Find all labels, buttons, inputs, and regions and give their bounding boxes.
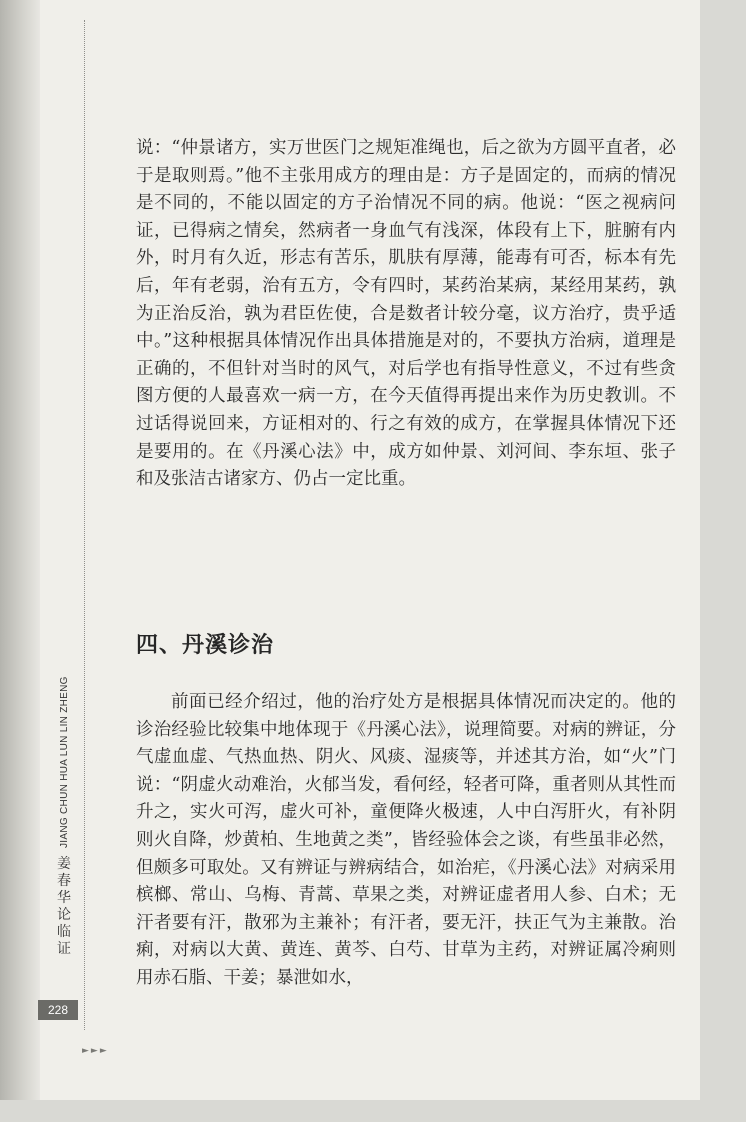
title-char: 证	[57, 941, 71, 957]
title-char: 华	[57, 890, 71, 906]
paragraph-section-four: 前面已经介绍过，他的治疗处方是根据具体情况而决定的。他的诊治经验比较集中地体现于《丹溪心法》，说理简要。对病的辨证，分气虚血虚、气热血热、阴火、风痰、湿痰等，并述其方治，如“火”门说：“阴虚火动难治，火郁当发，看何经，轻者可降，重者则从其性而升之，实火可泻，虚火可补，童便降火极速，人中白泻肝火，有补阴则火自降，炒黄柏、生地黄之类”，皆经验体会之谈，有些虽非必然，但颇多可取处。又有辨证与辨病结合，如治疟，《丹溪心法》对病采用槟榔、常山、乌梅、青蒿、草果之类，对辨证虚者用人参、白术；无汗者要有汗，散邪为主兼补；有汗者，要无汗，扶正气为主兼散。治痢，对病以大黄、黄连、黄芩、白芍、甘草为主药，对辨证属冷痢则用赤石脂、干姜；暴泄如水，	[136, 692, 676, 988]
arrow-marker-icon: ►►►	[82, 1046, 109, 1056]
running-title-pinyin: JIANG CHUN HUA LUN LIN ZHENG	[58, 676, 70, 848]
running-title-chinese	[57, 856, 71, 958]
title-char: 临	[57, 924, 71, 940]
running-title	[48, 658, 80, 958]
title-char: 春	[57, 873, 71, 889]
title-char: 姜	[57, 856, 71, 872]
paragraph-continued: 说：“仲景诸方，实万世医门之规矩准绳也，后之欲为方圆平直者，必于是取则焉。”他不主张用成方的理由是：方子是固定的，而病的情况是不同的，不能以固定的方子治情况不同的病。他说：“医之视病问证，已得病之情矣，然病者一身血气有浅深，体段有上下，脏腑有内外，时月有久近，形志有苦乐，肌肤有厚薄，能毒有可否，标本有先后，年有老弱，治有五方，令有四时，某药治某病，某经用某药，孰为正治反治，孰为君臣佐使，合是数者计较分毫，议方治疗，贵乎适中。”这种根据具体情况作出具体措施是对的，不要执方治病，道理是正确的，不但针对当时的风气，对后学也有指导性意义，不过有些贪图方便的人最喜欢一病一方，在今天值得再提出来作为历史教训。不过话得说回来，方证相对的、行之有效的成方，在掌握具体情况下还是要用的。在《丹溪心法》中，成方如仲景、刘河间、李东垣、张子和及张洁古诸家方、仍占一定比重。	[136, 138, 676, 490]
title-char: 论	[57, 907, 71, 923]
book-spine-shadow	[0, 0, 40, 1100]
page-number-badge: 228	[38, 1000, 78, 1020]
section-heading: 四、丹溪诊治	[136, 633, 275, 658]
margin-dotted-rule	[84, 20, 85, 1030]
